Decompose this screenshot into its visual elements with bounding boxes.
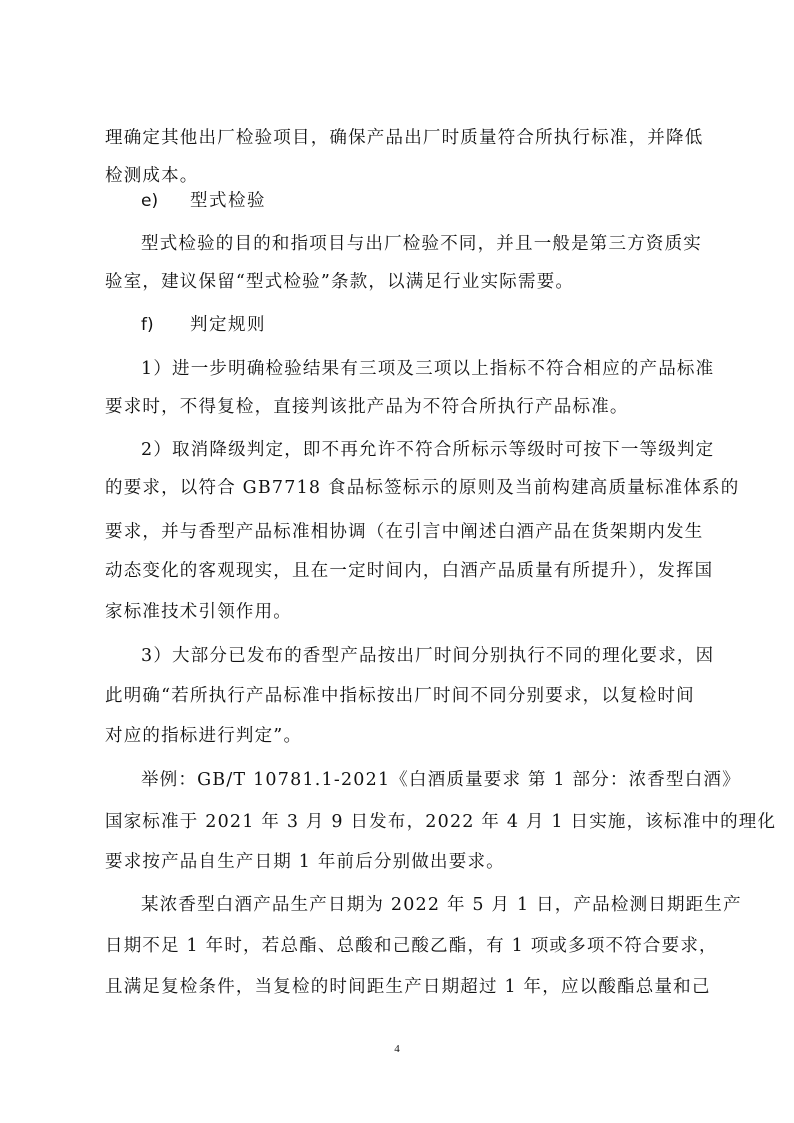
body-line: 对应的指标进行判定”。: [105, 726, 303, 746]
body-line: 1）进一步明确检验结果有三项及三项以上指标不符合相应的产品标准: [141, 359, 715, 379]
body-line: 家标准技术引领作用。: [105, 602, 292, 622]
body-line: 日期不足 1 年时，若总酯、总酸和己酸乙酯，有 1 项或多项不符合要求，: [105, 936, 718, 956]
section-heading-type-inspection: 型式检验: [190, 191, 266, 211]
body-line: 要求，并与香型产品标准相协调（在引言中阐述白酒产品在货架期内发生: [105, 522, 704, 542]
body-line: 3）大部分已发布的香型产品按出厂时间分别执行不同的理化要求，因: [141, 646, 715, 666]
section-label-e: e): [141, 191, 159, 211]
body-line: 的要求，以符合 GB7718 食品标签标示的原则及当前构建高质量标准体系的: [105, 478, 740, 498]
body-line: 型式检验的目的和指项目与出厂检验不同，并且一般是第三方资质实: [141, 234, 702, 254]
body-line: 检测成本。: [105, 166, 199, 186]
body-line: 且满足复检条件，当复检的时间距生产日期超过 1 年，应以酸酯总量和己: [105, 977, 711, 997]
section-label-f: f): [141, 315, 154, 335]
body-line: 举例：GB/T 10781.1-2021《白酒质量要求 第 1 部分：浓香型白酒》: [141, 770, 741, 790]
body-line: 验室，建议保留“型式检验”条款，以满足行业实际需要。: [105, 272, 575, 292]
body-line: 理确定其他出厂检验项目，确保产品出厂时质量符合所执行标准，并降低: [105, 128, 704, 148]
page-number: 4: [394, 1043, 400, 1055]
body-line: 2）取消降级判定，即不再允许不符合所标示等级时可按下一等级判定: [141, 440, 715, 460]
body-line: 国家标准于 2021 年 3 月 9 日发布，2022 年 4 月 1 日实施，该标准中的理化: [105, 812, 777, 832]
body-line: 某浓香型白酒产品生产日期为 2022 年 5 月 1 日，产品检测日期距生产: [141, 895, 742, 915]
body-line: 动态变化的客观现实，且在一定时间内，白酒产品质量有所提升），发挥国: [105, 561, 714, 581]
body-line: 要求按产品自生产日期 1 年前后分别做出要求。: [105, 852, 505, 872]
body-line: 要求时，不得复检，直接判该批产品为不符合所执行产品标准。: [105, 397, 629, 417]
section-heading-judgment-rules: 判定规则: [190, 315, 266, 335]
body-line: 此明确“若所执行产品标准中指标按出厂时间不同分别要求，以复检时间: [105, 686, 695, 706]
